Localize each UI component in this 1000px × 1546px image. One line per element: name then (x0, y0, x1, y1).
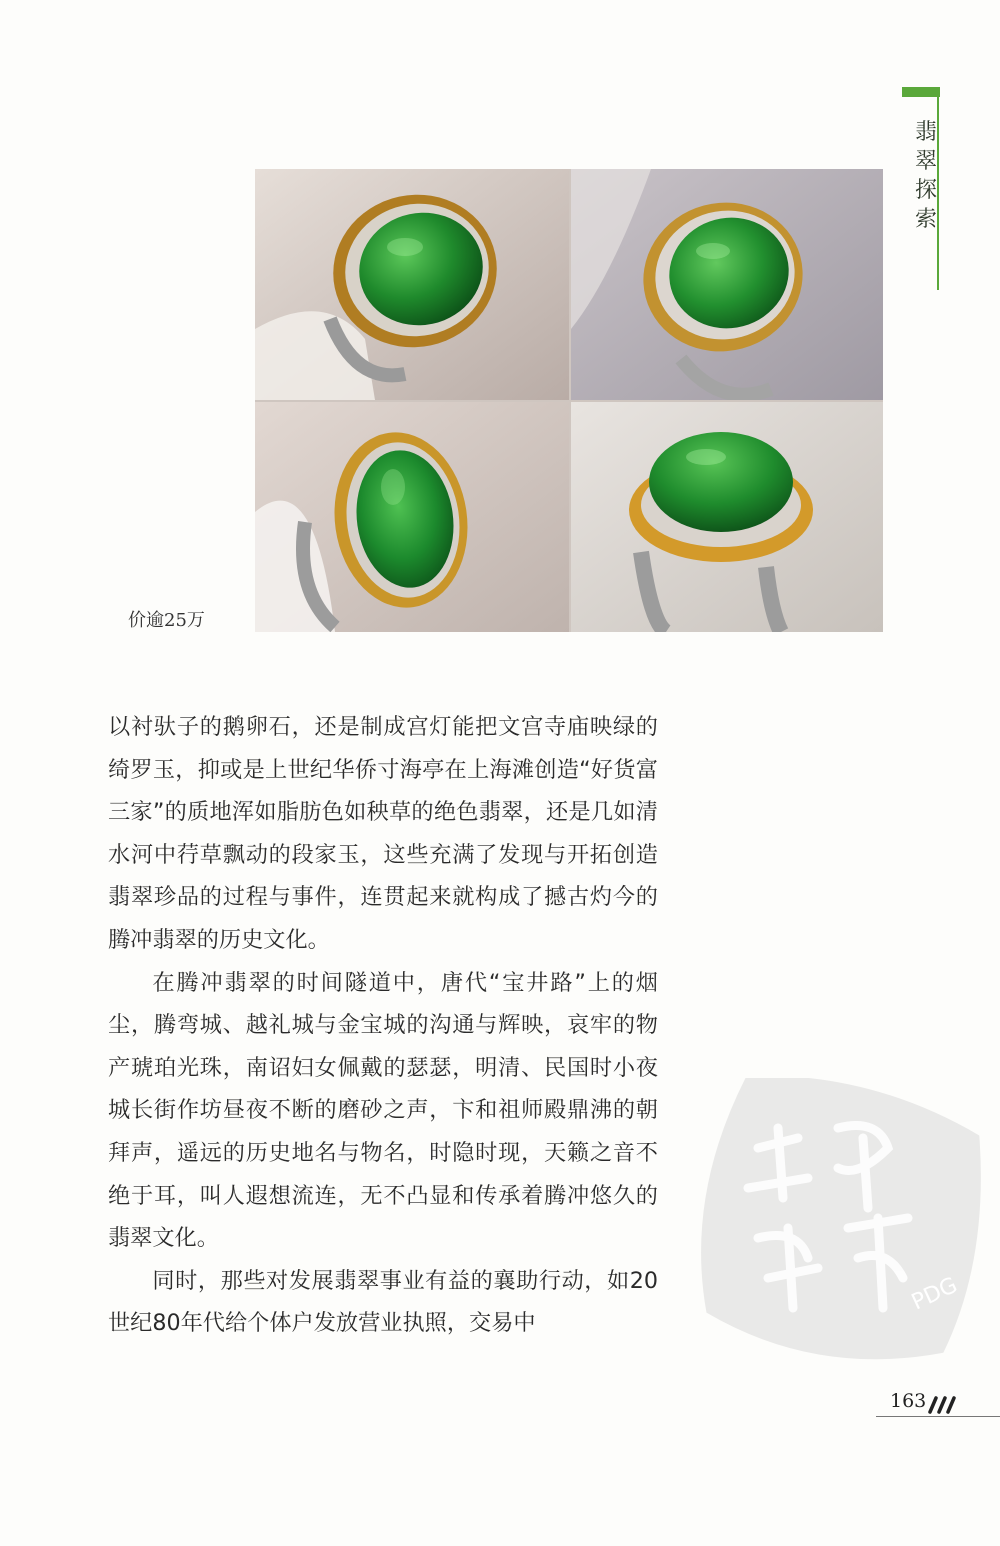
slash-ornament-icon (928, 1396, 962, 1414)
paragraph-3: 同时，那些对发展翡翠事业有益的襄助行动，如20世纪80年代给个体户发放营业执照，交易中 (108, 1267, 658, 1337)
body-text (108, 706, 658, 1345)
section-tab (902, 87, 940, 97)
page-number: 163 (890, 1390, 927, 1412)
photo-grid (255, 169, 883, 632)
footer-rule (876, 1416, 1000, 1417)
watermark-text: PDG (907, 1272, 962, 1316)
jade-ring-photo (571, 402, 883, 632)
paragraph-2: 在腾冲翡翠的时间隧道中，唐代“宝井路”上的烟尘，腾弯城、越礼城与金宝城的沟通与辉映，哀牢的物产琥珀光珠，南诏妇女佩戴的瑟瑟，明清、民国时小夜城长街作坊昼夜不断的磨砂之声，卞和祖师殿鼎沸的朝拜声，遥远的历史地名与物名，时隐时现，天籁之音不绝于耳，叫人遐想流连，无不凸显和传承着腾冲悠久的翡翠文化。 (108, 969, 658, 1252)
section-title: 翡翠探索 (914, 120, 937, 232)
jade-ring-photo (255, 169, 569, 400)
photo-caption: 价逾25万 (128, 610, 205, 631)
jade-ring-photo (255, 402, 569, 632)
paragraph-1: 以衬驮子的鹅卵石，还是制成宫灯能把文宫寺庙映绿的绮罗玉，抑或是上世纪华侨寸海亭在上海滩创造“好货富三家”的质地浑如脂肪色如秧草的绝色翡翠，还是几如清水河中荇草飘动的段家玉，这些充满了发现与开拓创造翡翠珍品的过程与事件，连贯起来就构成了撼古灼今的腾冲翡翠的历史文化。 (108, 714, 658, 953)
page-footer (876, 1390, 1000, 1420)
jade-ring-photo (571, 169, 883, 400)
library-seal-watermark (688, 1078, 988, 1368)
